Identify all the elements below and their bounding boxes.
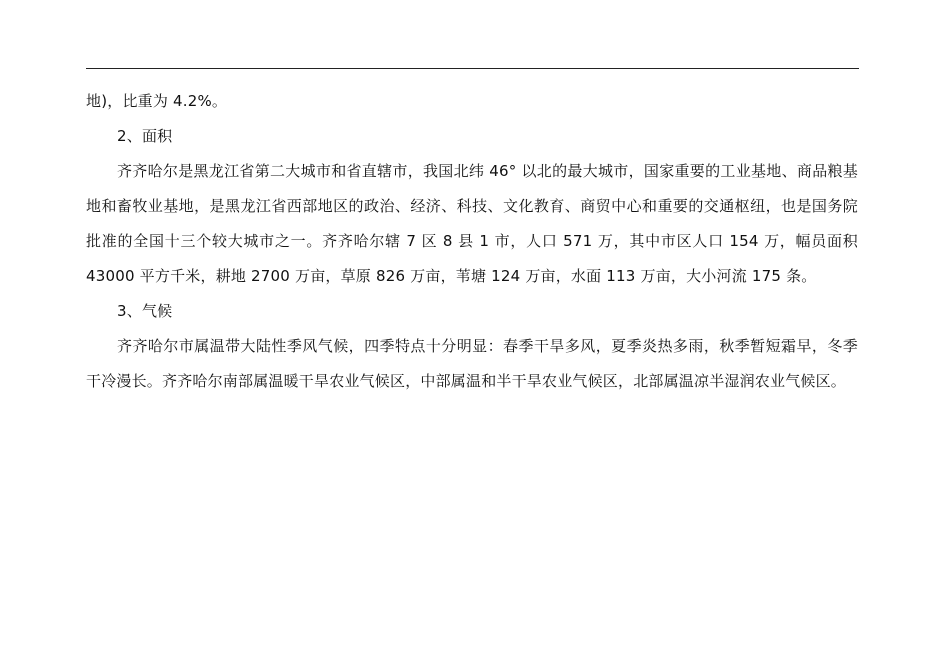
header-rule xyxy=(86,68,859,69)
section-heading-area: 2、面积 xyxy=(117,127,173,145)
document-body xyxy=(86,84,858,399)
paragraph-continuation: 地)，比重为 4.2%。 xyxy=(86,92,228,110)
paragraph-climate: 齐齐哈尔市属温带大陆性季风气候，四季特点十分明显：春季干旱多风，夏季炎热多雨，秋季暂短霜早，冬季干冷漫长。齐齐哈尔南部属温暖干旱农业气候区，中部属温和半干旱农业气候区，北部属温凉半湿润农业气候区。 xyxy=(86,337,858,390)
section-heading-climate: 3、气候 xyxy=(117,302,173,320)
paragraph-area: 齐齐哈尔是黑龙江省第二大城市和省直辖市，我国北纬 46° 以北的最大城市，国家重要的工业基地、商品粮基地和畜牧业基地，是黑龙江省西部地区的政治、经济、科技、文化教育、商贸中心和重要的交通枢纽，也是国务院批准的全国十三个较大城市之一。齐齐哈尔辖 7 区 8 县 1 市，人口 571 万，其中市区人口 154 万，幅员面积 43000 平方千米，耕地 2700 万亩，草原 826 万亩，苇塘 124 万亩，水面 113 万亩，大小河流 175 条。 xyxy=(86,162,858,285)
